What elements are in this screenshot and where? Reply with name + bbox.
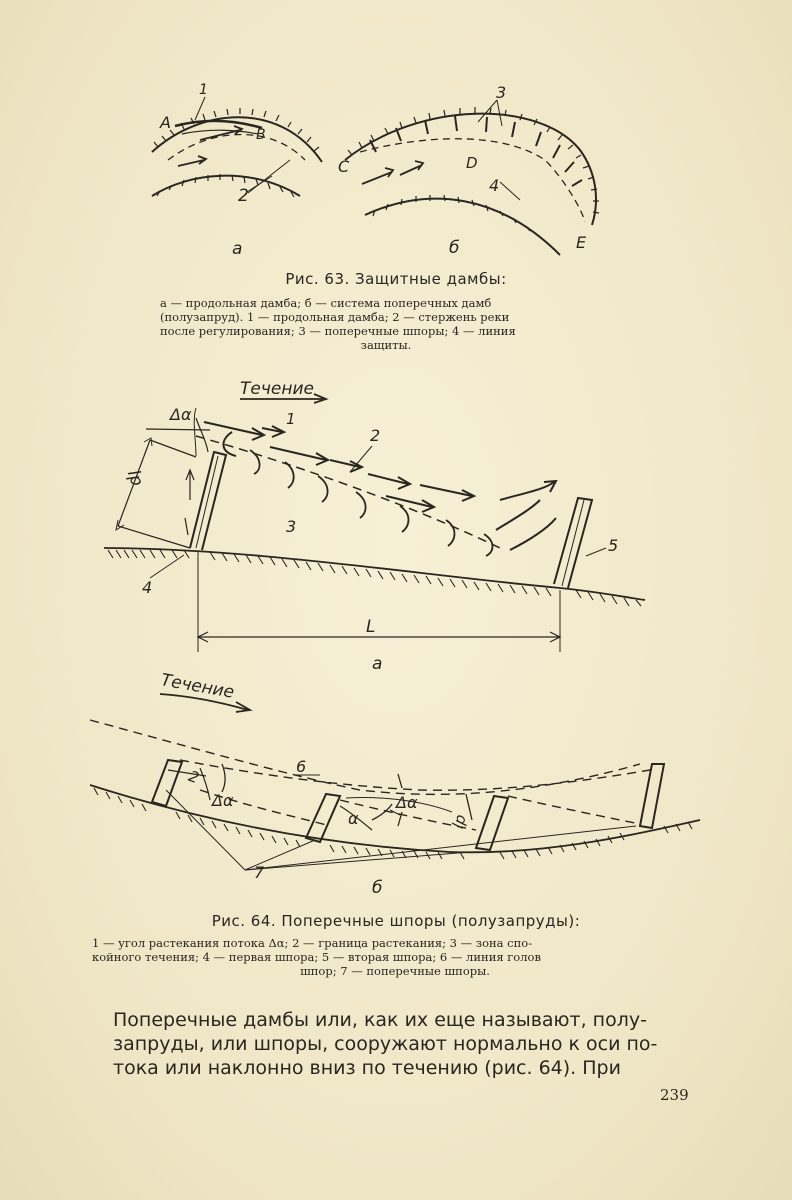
fig64a-label-4: 4 [142, 578, 153, 597]
fig63-label-E: E [576, 233, 587, 252]
fig63-caption-title: Рис. 63. Защитные дамбы: [285, 270, 507, 288]
fig63b-inner-bank [365, 199, 560, 255]
fig63-sublabel-a: а [232, 239, 243, 259]
fig64b-label-dalpha-1: Δα [212, 791, 234, 810]
body-line: Поперечные дамбы или, как их еще называют, полу- [113, 1009, 647, 1031]
fig63-caption-legend [160, 296, 612, 352]
figure-64a [0, 370, 792, 680]
body-line: тока или наклонно вниз по течению (рис. 64). При [113, 1057, 621, 1079]
fig63a-inner-bank [152, 176, 300, 196]
fig64-caption-title: Рис. 64. Поперечные шпоры (полузапруды): [211, 912, 581, 930]
fig63a-dam [175, 121, 262, 128]
fig64a-label-2: 2 [370, 426, 381, 445]
fig64a-label-5: 5 [608, 536, 619, 555]
fig63-legend-line: после регулирования; 3 — поперечные шпоры; 4 — линия [160, 324, 516, 338]
fig64a-label-alpha: Δα [170, 405, 192, 424]
figure-64b [0, 670, 792, 902]
body-line: запруды, или шпоры, сооружают нормально к оси по- [113, 1033, 658, 1055]
fig64b-label-lp: lр [448, 812, 470, 831]
fig63-legend-line: а — продольная дамба; б — система поперечных дамб [160, 296, 492, 310]
figure-63 [0, 70, 792, 270]
fig64a-label-lp: lр [122, 467, 148, 489]
fig64b-flow-label: Течение [159, 670, 236, 703]
fig64-legend-line: 1 — угол растекания потока Δα; 2 — граница растекания; 3 — зона спо- [92, 936, 533, 950]
fig64b-label-6: 6 [296, 757, 307, 776]
fig64-legend-line: шпор; 7 — поперечные шпоры. [300, 964, 490, 978]
fig63-label-2: 2 [238, 186, 249, 206]
fig64b-sublabel: б [372, 878, 383, 898]
fig64a-sublabel: а [372, 654, 383, 674]
fig64a-spur-4 [190, 452, 226, 550]
fig63-label-3: 3 [496, 83, 507, 102]
fig64b-label-alpha: α [348, 809, 359, 828]
fig63-label-C: C [338, 157, 350, 176]
fig63-label-A: A [160, 113, 171, 132]
fig64a-bank [104, 548, 645, 600]
fig64b-label-dalpha-2: Δα [396, 793, 418, 812]
fig64a-label-3: 3 [286, 517, 297, 536]
fig64b-label-7: 7 [254, 863, 265, 882]
fig63-label-4: 4 [489, 176, 500, 195]
page-number: 239 [660, 1086, 689, 1104]
fig63-sublabel-b: б [449, 238, 460, 258]
fig64a-flow-label: Течение [240, 379, 314, 399]
fig64-caption-legend [92, 936, 698, 978]
fig64b-bank [90, 785, 700, 852]
fig63-legend-line: защиты. [360, 338, 412, 352]
fig63a-outer-bank [152, 117, 322, 162]
fig63-label-B: B [256, 127, 266, 143]
body-paragraph [113, 1008, 697, 1080]
fig63-legend-line: (полузапруд). 1 — продольная дамба; 2 — стержень реки [160, 310, 510, 324]
fig64a-label-L: L [366, 617, 376, 637]
fig64a-label-1: 1 [286, 410, 296, 428]
fig64-legend-line: койного течения; 4 — первая шпора; 5 — вторая шпора; 6 — линия голов [92, 950, 541, 964]
fig64b-label-2-small: 2 [186, 766, 202, 788]
fig63-label-1: 1 [199, 82, 208, 98]
fig63-label-D: D [466, 154, 478, 172]
